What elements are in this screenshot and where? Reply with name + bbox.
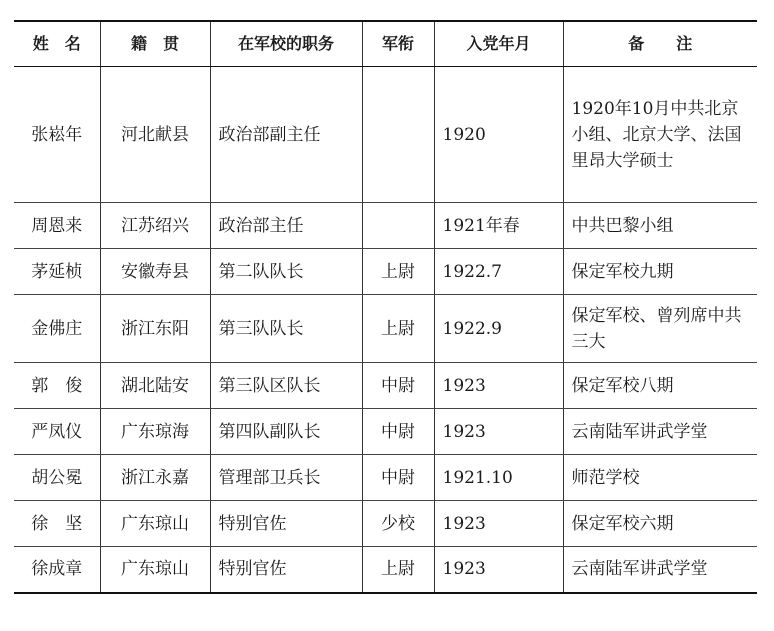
table-row xyxy=(14,363,757,409)
table-row xyxy=(14,455,757,501)
cell-rank: 中尉 xyxy=(362,409,434,455)
cell-name: 周恩来 xyxy=(14,203,100,249)
cell-origin: 浙江东阳 xyxy=(100,295,210,363)
cell-rank xyxy=(362,203,434,249)
cell-role: 第二队队长 xyxy=(210,249,362,295)
header-note: 备 注 xyxy=(563,21,757,67)
cell-role: 管理部卫兵长 xyxy=(210,455,362,501)
cell-origin: 浙江永嘉 xyxy=(100,455,210,501)
cell-rank: 上尉 xyxy=(362,249,434,295)
cell-note: 云南陆军讲武学堂 xyxy=(563,409,757,455)
cell-rank: 少校 xyxy=(362,501,434,547)
cell-role: 特别官佐 xyxy=(210,547,362,593)
cell-role: 特别官佐 xyxy=(210,501,362,547)
cell-joined: 1923 xyxy=(434,363,563,409)
cell-origin: 广东琼海 xyxy=(100,409,210,455)
cell-origin: 江苏绍兴 xyxy=(100,203,210,249)
header-origin: 籍 贯 xyxy=(100,21,210,67)
cell-origin: 广东琼山 xyxy=(100,547,210,593)
cell-role: 政治部主任 xyxy=(210,203,362,249)
cell-name: 徐成章 xyxy=(14,547,100,593)
header-row xyxy=(14,21,757,67)
table-header xyxy=(14,21,757,67)
header-rank: 军衔 xyxy=(362,21,434,67)
cell-name: 茅延桢 xyxy=(14,249,100,295)
table-row xyxy=(14,249,757,295)
header-joined: 入党年月 xyxy=(434,21,563,67)
cell-rank xyxy=(362,67,434,203)
table-row xyxy=(14,203,757,249)
cell-joined: 1921年春 xyxy=(434,203,563,249)
cell-joined: 1923 xyxy=(434,501,563,547)
cell-role: 政治部副主任 xyxy=(210,67,362,203)
cell-note: 云南陆军讲武学堂 xyxy=(563,547,757,593)
cell-origin: 河北献县 xyxy=(100,67,210,203)
cell-rank: 中尉 xyxy=(362,363,434,409)
table-row xyxy=(14,547,757,593)
cell-name: 严凤仪 xyxy=(14,409,100,455)
cell-name: 郭 俊 xyxy=(14,363,100,409)
header-name: 姓 名 xyxy=(14,21,100,67)
cell-origin: 湖北陆安 xyxy=(100,363,210,409)
cell-role: 第三队区队长 xyxy=(210,363,362,409)
cell-role: 第四队副队长 xyxy=(210,409,362,455)
cell-rank: 中尉 xyxy=(362,455,434,501)
cell-origin: 安徽寿县 xyxy=(100,249,210,295)
table-body xyxy=(14,67,757,593)
table-row xyxy=(14,409,757,455)
cell-note: 保定军校、曾列席中共三大 xyxy=(563,295,757,363)
cell-joined: 1922.7 xyxy=(434,249,563,295)
cell-note: 保定军校六期 xyxy=(563,501,757,547)
cell-name: 徐 坚 xyxy=(14,501,100,547)
officers-table xyxy=(14,20,757,594)
cell-name: 胡公冕 xyxy=(14,455,100,501)
cell-joined: 1923 xyxy=(434,547,563,593)
cell-joined: 1922.9 xyxy=(434,295,563,363)
cell-note: 保定军校九期 xyxy=(563,249,757,295)
cell-name: 金佛庄 xyxy=(14,295,100,363)
cell-role: 第三队队长 xyxy=(210,295,362,363)
cell-joined: 1920 xyxy=(434,67,563,203)
cell-note: 保定军校八期 xyxy=(563,363,757,409)
table-row xyxy=(14,295,757,363)
cell-name: 张崧年 xyxy=(14,67,100,203)
cell-rank: 上尉 xyxy=(362,295,434,363)
cell-note: 1920年10月中共北京小组、北京大学、法国里昂大学硕士 xyxy=(563,67,757,203)
cell-rank: 上尉 xyxy=(362,547,434,593)
cell-joined: 1923 xyxy=(434,409,563,455)
cell-joined: 1921.10 xyxy=(434,455,563,501)
table-row xyxy=(14,67,757,203)
cell-note: 中共巴黎小组 xyxy=(563,203,757,249)
cell-note: 师范学校 xyxy=(563,455,757,501)
cell-origin: 广东琼山 xyxy=(100,501,210,547)
header-role: 在军校的职务 xyxy=(210,21,362,67)
table-row xyxy=(14,501,757,547)
